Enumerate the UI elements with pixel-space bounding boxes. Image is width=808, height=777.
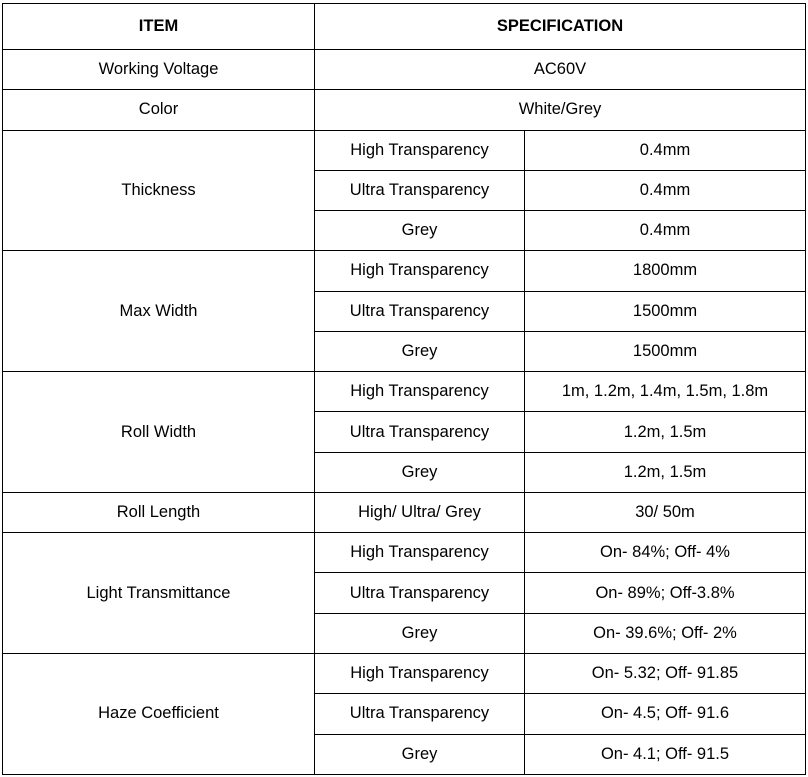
variant-cell: High Transparency [315, 251, 525, 291]
variant-cell: High Transparency [315, 653, 525, 693]
spec-value-cell: On- 5.32; Off- 91.85 [525, 653, 806, 693]
variant-cell: High Transparency [315, 130, 525, 170]
table-row [3, 251, 806, 291]
spec-value-cell: On- 84%; Off- 4% [525, 533, 806, 573]
item-name-cell: Roll Length [3, 492, 315, 532]
variant-cell: Grey [315, 613, 525, 653]
item-name-cell: Light Transmittance [3, 533, 315, 654]
spec-value-cell: 1800mm [525, 251, 806, 291]
spec-value-cell: 1500mm [525, 291, 806, 331]
spec-value-cell: White/Grey [315, 90, 806, 130]
variant-cell: Grey [315, 331, 525, 371]
spec-value-cell: AC60V [315, 50, 806, 90]
spec-value-cell: 0.4mm [525, 170, 806, 210]
variant-cell: Grey [315, 452, 525, 492]
item-name-cell: Thickness [3, 130, 315, 251]
item-name-cell: Haze Coefficient [3, 653, 315, 774]
variant-cell: Ultra Transparency [315, 291, 525, 331]
variant-cell: Ultra Transparency [315, 694, 525, 734]
header-row [3, 4, 806, 50]
header-item: ITEM [3, 4, 315, 50]
spec-value-cell: On- 89%; Off-3.8% [525, 573, 806, 613]
table-row [3, 50, 806, 90]
table-row [3, 130, 806, 170]
table-row [3, 372, 806, 412]
spec-value-cell: On- 4.1; Off- 91.5 [525, 734, 806, 774]
table-row [3, 90, 806, 130]
variant-cell: Ultra Transparency [315, 573, 525, 613]
item-name-cell: Max Width [3, 251, 315, 372]
variant-cell: High Transparency [315, 372, 525, 412]
variant-cell: Ultra Transparency [315, 170, 525, 210]
spec-value-cell: 1.2m, 1.5m [525, 412, 806, 452]
variant-cell: Ultra Transparency [315, 412, 525, 452]
table-row [3, 533, 806, 573]
spec-value-cell: 1m, 1.2m, 1.4m, 1.5m, 1.8m [525, 372, 806, 412]
table-row [3, 653, 806, 693]
variant-cell: Grey [315, 734, 525, 774]
spec-value-cell: 0.4mm [525, 211, 806, 251]
item-name-cell: Color [3, 90, 315, 130]
specification-table [2, 3, 806, 775]
spec-value-cell: 30/ 50m [525, 492, 806, 532]
spec-value-cell: 1500mm [525, 331, 806, 371]
spec-value-cell: 0.4mm [525, 130, 806, 170]
spec-value-cell: On- 39.6%; Off- 2% [525, 613, 806, 653]
spec-value-cell: 1.2m, 1.5m [525, 452, 806, 492]
variant-cell: Grey [315, 211, 525, 251]
spec-value-cell: On- 4.5; Off- 91.6 [525, 694, 806, 734]
table-row [3, 492, 806, 532]
item-name-cell: Working Voltage [3, 50, 315, 90]
item-name-cell: Roll Width [3, 372, 315, 493]
header-specification: SPECIFICATION [315, 4, 806, 50]
variant-cell: High/ Ultra/ Grey [315, 492, 525, 532]
variant-cell: High Transparency [315, 533, 525, 573]
